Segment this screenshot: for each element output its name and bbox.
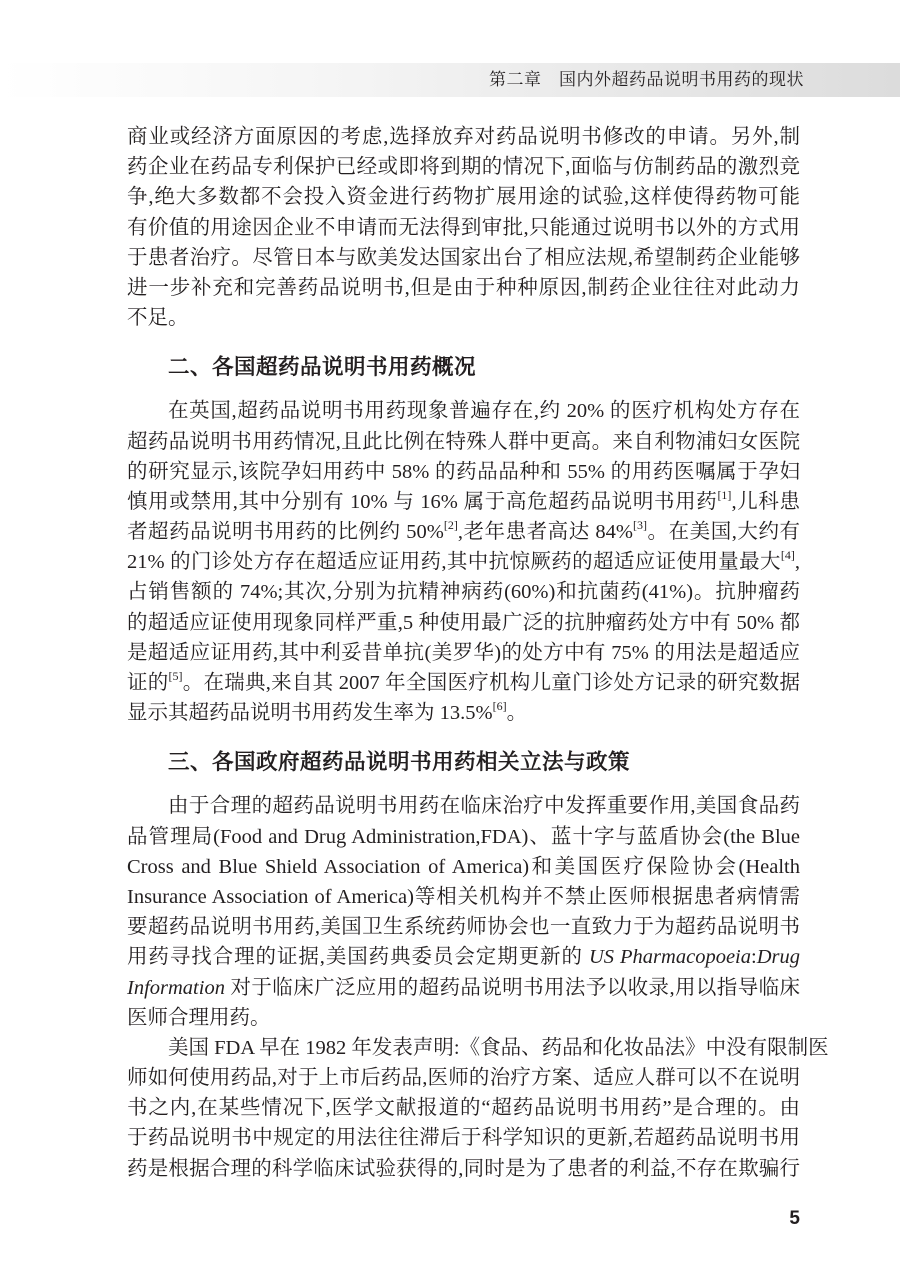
text-run: 医师合理用药。 — [127, 1006, 271, 1029]
text-line — [127, 668, 800, 698]
text-line — [127, 638, 800, 668]
text-line — [127, 1154, 800, 1184]
text-run: 占销售额的 74%;其次,分别为抗精神病药(60%)和抗菌药(41%)。抗肿瘤药 — [127, 581, 800, 604]
text-line — [127, 698, 800, 728]
text-line — [127, 1093, 800, 1123]
text-line — [127, 791, 800, 821]
italic-title: Drug — [756, 946, 800, 969]
text-run: 要超药品说明书用药,美国卫生系统药师协会也一直致力于为超药品说明书 — [127, 916, 800, 939]
text-run: 用药寻找合理的证据,美国药典委员会定期更新的 — [127, 946, 589, 969]
text-line — [127, 912, 800, 942]
running-header — [0, 63, 900, 97]
text-run: 者超药品说明书用药的比例约 50% — [127, 521, 444, 544]
text-line — [127, 396, 800, 426]
paragraph — [127, 122, 800, 333]
text-run: 药企业在药品专利保护已经或即将到期的情况下,面临与仿制药品的激烈竞 — [127, 156, 800, 179]
text-line — [127, 608, 800, 638]
text-run: 美国 FDA 早在 1982 年发表声明:《食品、药品和化妆品法》中没有限制医 — [168, 1036, 829, 1059]
text-run: 师如何使用药品,对于上市后药品,医师的治疗方案、适应人群可以不在说明 — [127, 1067, 800, 1090]
paragraph — [127, 1033, 829, 1184]
citation-reference: [1] — [717, 487, 732, 502]
text-run: 证的 — [127, 672, 169, 694]
section-heading: 三、各国政府超药品说明书用药相关立法与政策 — [168, 750, 631, 775]
text-line — [127, 1003, 800, 1033]
text-run: 由于合理的超药品说明书用药在临床治疗中发挥重要作用,美国食品药 — [168, 795, 800, 818]
text-line — [127, 1063, 800, 1093]
text-run: 是超适应证用药,其中利妥昔单抗(美罗华)的处方中有 75% 的用法是超适应 — [127, 641, 800, 664]
text-line — [127, 243, 800, 273]
text-run: 进一步补充和完善药品说明书,但是由于种种原因,制药企业往往对此动力 — [127, 276, 800, 299]
chapter-title: 第二章 国内外超药品说明书用药的现状 — [489, 70, 804, 90]
text-run: 书之内,在某些情况下,医学文献报道的“超药品说明书用药”是合理的。由 — [127, 1097, 800, 1120]
italic-title: US Pharmacopoeia — [588, 946, 751, 969]
text-run: 商业或经济方面原因的考虑,选择放弃对药品说明书修改的申请。另外,制 — [127, 126, 800, 148]
italic-title: Information — [127, 976, 225, 999]
text-line — [127, 303, 800, 333]
text-run: 的研究显示,该院孕妇用药中 58% 的药品品种和 55% 的用药医嘱属于孕妇 — [127, 460, 800, 483]
text-run: 有价值的用途因企业不申请而无法得到审批,只能通过说明书以外的方式用 — [127, 216, 800, 239]
text-run: : — [751, 946, 757, 969]
text-line — [127, 577, 800, 607]
text-line — [127, 152, 800, 182]
text-run: 不足。 — [127, 307, 189, 330]
paragraph — [127, 396, 800, 728]
text-line — [127, 1123, 800, 1153]
text-run: 21% 的门诊处方存在超适应证用药,其中抗惊厥药的超适应证使用量最大 — [127, 551, 781, 574]
text-line — [127, 942, 800, 972]
text-line — [127, 273, 800, 303]
text-line — [127, 973, 800, 1003]
text-run: Insurance Association of America)等相关机构并不禁止医师根据患者病情需 — [127, 885, 800, 908]
citation-reference: [5] — [168, 669, 183, 683]
text-run: 。在美国,大约有 — [647, 521, 800, 544]
page-number: 5 — [789, 1208, 800, 1229]
text-line — [127, 122, 800, 152]
text-run: 对于临床广泛应用的超药品说明书用法予以收录,用以指导临床 — [224, 976, 800, 999]
text-line — [127, 213, 800, 243]
text-line — [127, 882, 800, 912]
citation-reference: [4] — [780, 548, 795, 563]
text-line — [127, 852, 800, 882]
text-run: Cross and Blue Shield Association of America)和美国医疗保险协会(Health — [127, 855, 800, 878]
text-run: ,儿科患 — [731, 490, 801, 513]
text-line — [127, 457, 800, 487]
text-line — [127, 517, 800, 547]
text-run: 显示其超药品说明书用药发生率为 13.5% — [127, 702, 493, 725]
text-run: 。 — [506, 702, 528, 725]
text-run: 品管理局(Food and Drug Administration,FDA)、蓝十字与蓝盾协会(the Blue — [127, 825, 800, 848]
citation-reference: [2] — [443, 518, 458, 533]
text-run: 于药品说明书中规定的用法往往滞后于科学知识的更新,若超药品说明书用 — [127, 1127, 800, 1150]
text-line — [127, 487, 800, 517]
text-line — [127, 547, 800, 577]
text-line — [127, 1033, 829, 1063]
citation-reference: [6] — [492, 699, 507, 714]
text-line — [127, 822, 800, 852]
paragraph — [127, 791, 800, 1033]
text-run: 在英国,超药品说明书用药现象普遍存在,约 20% 的医疗机构处方存在 — [168, 400, 800, 423]
text-run: , — [794, 551, 800, 574]
text-run: 药是根据合理的科学临床试验获得的,同时是为了患者的利益,不存在欺骗行 — [127, 1157, 800, 1180]
text-line — [127, 182, 800, 212]
citation-reference: [3] — [633, 518, 648, 533]
text-run: 争,绝大多数都不会投入资金进行药物扩展用途的试验,这样使得药物可能 — [127, 186, 800, 209]
text-run: ,老年患者高达 84% — [457, 521, 634, 544]
text-run: 于患者治疗。尽管日本与欧美发达国家出台了相应法规,希望制药企业能够 — [127, 246, 800, 269]
text-line — [127, 427, 800, 457]
text-run: 。在瑞典,来自其 2007 年全国医疗机构儿童门诊处方记录的研究数据 — [182, 672, 801, 694]
section-heading: 二、各国超药品说明书用药概况 — [168, 355, 477, 380]
body-text — [127, 122, 829, 1184]
text-run: 超药品说明书用药情况,且此比例在特殊人群中更高。来自利物浦妇女医院 — [127, 430, 800, 453]
text-run: 的超适应证使用现象同样严重,5 种使用最广泛的抗肿瘤药处方中有 50% 都 — [127, 611, 800, 634]
text-run: 慎用或禁用,其中分别有 10% 与 16% 属于高危超药品说明书用药 — [127, 490, 718, 513]
